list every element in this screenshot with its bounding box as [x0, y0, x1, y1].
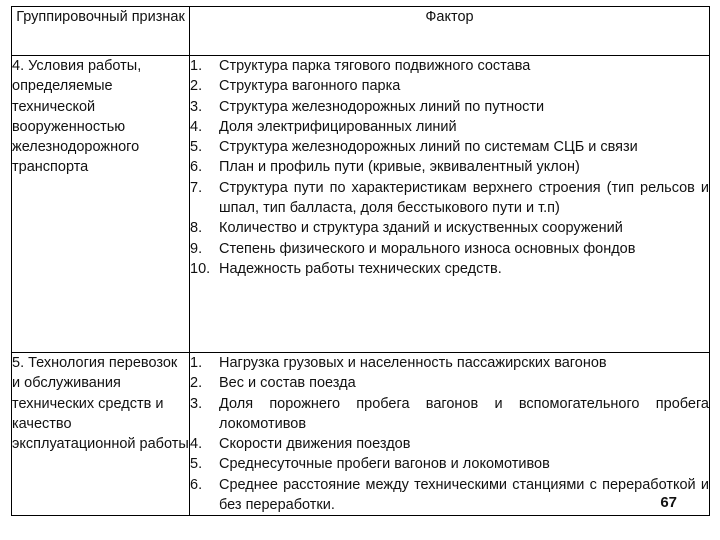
item-number: 3.	[190, 395, 203, 412]
item-number: 9.	[190, 240, 203, 257]
factor-list-cell	[190, 56, 710, 353]
list-item	[190, 157, 709, 177]
list-item	[190, 137, 709, 157]
item-number: 2.	[190, 375, 203, 392]
header-group-cell: Группировочный признак	[12, 7, 190, 56]
list-item	[190, 239, 709, 259]
group-cell: 4. Условия работы, определяемые технической вооруженностью железнодорожного транспорта	[12, 56, 190, 353]
header-row	[12, 7, 710, 56]
item-text: Структура парка тягового подвижного состава	[219, 58, 531, 74]
table-row	[12, 353, 710, 516]
item-number: 1.	[190, 355, 203, 371]
factor-list	[190, 353, 709, 515]
list-item	[190, 97, 709, 117]
item-text: Количество и структура зданий и искуственных сооружений	[219, 220, 623, 237]
list-item	[190, 353, 709, 373]
item-text: Доля электрифицированных линий	[219, 118, 457, 135]
item-number: 5.	[190, 139, 203, 156]
list-item	[190, 373, 709, 393]
list-item	[190, 454, 709, 474]
item-text: Доля порожнего пробега вагонов и вспомогательного пробега локомотивов	[219, 395, 709, 432]
group-cell: 5. Технология перевозок и обслуживания технических средств и качество эксплуатационной работы	[12, 353, 190, 516]
item-text: Вес и состав поезда	[219, 375, 356, 392]
item-text: Надежность работы технических средств.	[219, 260, 502, 277]
item-text: Структура железнодорожных линий по путности	[219, 98, 545, 115]
item-number: 10.	[190, 260, 211, 277]
item-text: Структура железнодорожных линий по системам СЦБ и связи	[219, 139, 638, 156]
item-text: Структура вагонного парка	[219, 78, 401, 95]
list-item	[190, 394, 709, 435]
item-number: 6.	[190, 476, 203, 493]
factors-table	[11, 6, 710, 516]
item-number: 4.	[190, 118, 203, 135]
page-number: 67	[660, 494, 677, 512]
header-factor-cell: Фактор	[190, 7, 710, 56]
list-item	[190, 259, 709, 279]
factor-list-cell	[190, 353, 710, 516]
list-item	[190, 475, 709, 516]
item-number: 3.	[190, 98, 203, 115]
item-text: Скорости движения поездов	[219, 436, 411, 453]
list-item	[190, 56, 709, 76]
item-number: 4.	[190, 436, 203, 453]
list-item	[190, 117, 709, 137]
list-item	[190, 178, 709, 219]
list-item	[190, 76, 709, 96]
item-text: Среднее расстояние между техническими станциями с переработкой и без переработки.	[219, 476, 709, 514]
item-number: 6.	[190, 159, 203, 176]
item-number: 2.	[190, 78, 203, 95]
table-row	[12, 56, 710, 353]
item-number: 5.	[190, 456, 203, 473]
item-text: Степень физического и морального износа основных фондов	[219, 240, 636, 257]
factor-list	[190, 56, 709, 279]
item-text: Нагрузка грузовых и населенность пассажирских вагонов	[219, 355, 607, 371]
item-number: 8.	[190, 220, 203, 237]
item-text: План и профиль пути (кривые, эквивалентный уклон)	[219, 159, 580, 176]
item-number: 7.	[190, 179, 203, 196]
item-text: Структура пути по характеристикам верхнего строения (тип рельсов и шпал, тип балласта, доля бесстыкового пути и т.п)	[219, 179, 709, 217]
list-item	[190, 434, 709, 454]
list-item	[190, 218, 709, 238]
item-number: 1.	[190, 58, 203, 74]
item-text: Среднесуточные пробеги вагонов и локомотивов	[219, 456, 550, 473]
